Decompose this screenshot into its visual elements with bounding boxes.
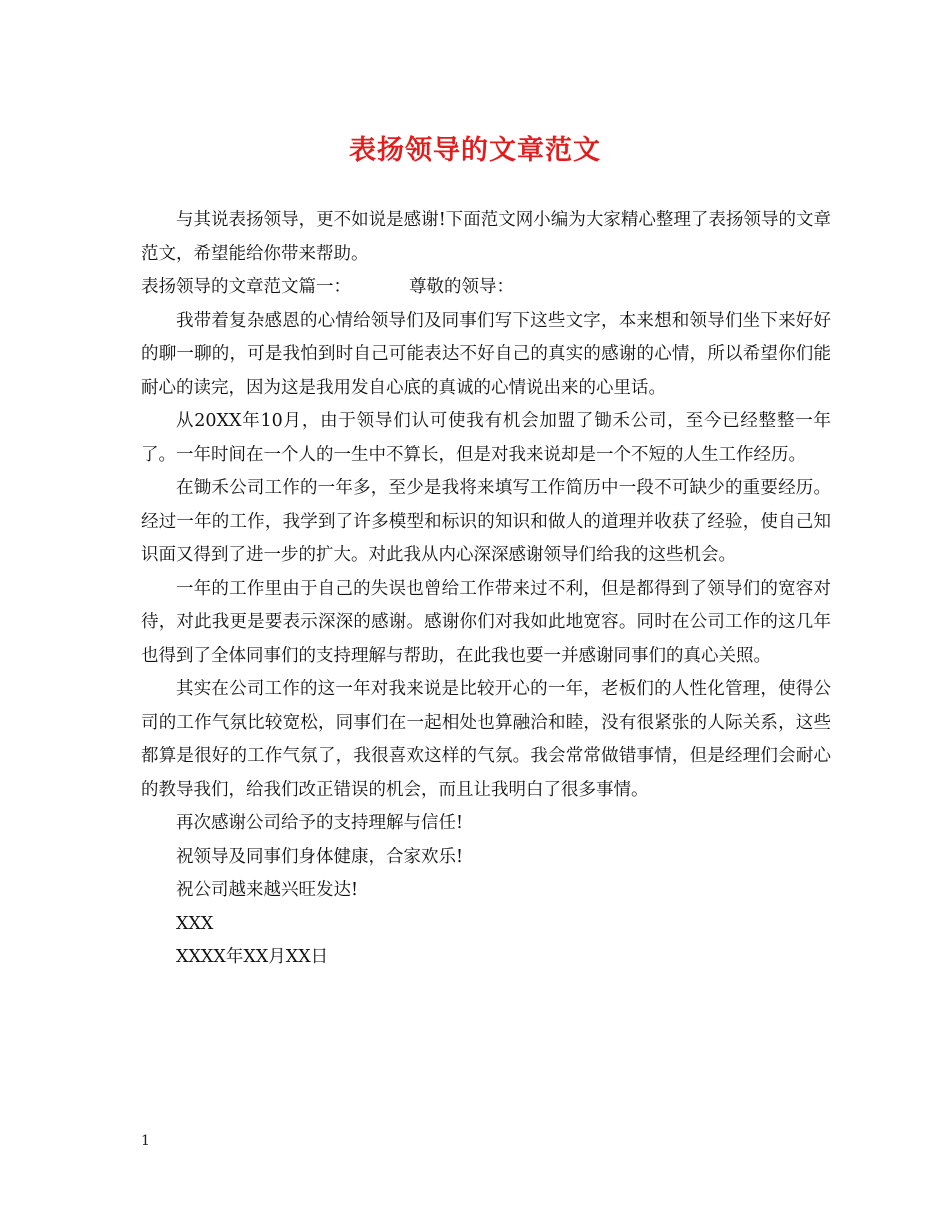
closing-wish-company: 祝公司越来越兴旺发达! (176, 880, 359, 900)
document-body (141, 204, 831, 975)
signature-name: XXX (176, 913, 214, 934)
body-paragraph: 在锄禾公司工作的一年多，至少是我将来填写工作简历中一段不可缺少的重要经历。经过一年的工作，我学到了许多模型和标识的知识和做人的道理并收获了经验，使自己知识面又得到了进一步的扩大。对此我从内心深深感谢领导们给我的这些机会。 (141, 478, 831, 565)
body-paragraph: 一年的工作里由于自己的失误也曾给工作带来过不利，但是都得到了领导们的宽容对待，对此我更是要表示深深的感谢。感谢你们对我如此地宽容。同时在公司工作的这几年也得到了全体同事们的支持理解与帮助，在此我也要一并感谢同事们的真心关照。 (141, 578, 831, 666)
salutation: 尊敬的领导： (409, 277, 514, 297)
body-paragraph: 从20XX年10月，由于领导们认可使我有机会加盟了锄禾公司，至今已经整整一年了。一年时间在一个人的一生中不算长，但是对我来说却是一个不短的人生工作经历。 (141, 411, 831, 465)
section-heading-line (141, 271, 831, 305)
page-number: 1 (141, 1133, 150, 1149)
body-paragraph: 其实在公司工作的这一年对我来说是比较开心的一年，老板们的人性化管理，使得公司的工作气氛比较宽松，同事们在一起相处也算融洽和睦，没有很紧张的人际关系，这些都算是很好的工作气氛了，我很喜欢这样的气氛。我会常常做错事情，但是经理们会耐心的教导我们，给我们改正错误的机会，而且让我明白了很多事情。 (141, 679, 831, 800)
document-title: 表扬领导的文章范文 (349, 135, 601, 166)
body-paragraph: 我带着复杂感恩的心情给领导们及同事们写下这些文字，本来想和领导们坐下来好好的聊一聊的，可是我怕到时自己可能表达不好自己的真实的感谢的心情，所以希望你们能耐心的读完，因为这是我用发自心底的真诚的心情说出来的心里话。 (141, 310, 831, 398)
section-heading: 表扬领导的文章范文篇一： (141, 277, 351, 297)
closing-wish-colleagues: 祝领导及同事们身体健康，合家欢乐! (176, 846, 464, 867)
signature-date: XXXX年XX月XX日 (176, 947, 329, 967)
closing-thanks: 再次感谢公司给予的支持理解与信任! (176, 813, 464, 833)
intro-paragraph: 与其说表扬领导，更不如说是感谢!下面范文网小编为大家精心整理了表扬领导的文章范文，希望能给你带来帮助。 (141, 210, 831, 264)
